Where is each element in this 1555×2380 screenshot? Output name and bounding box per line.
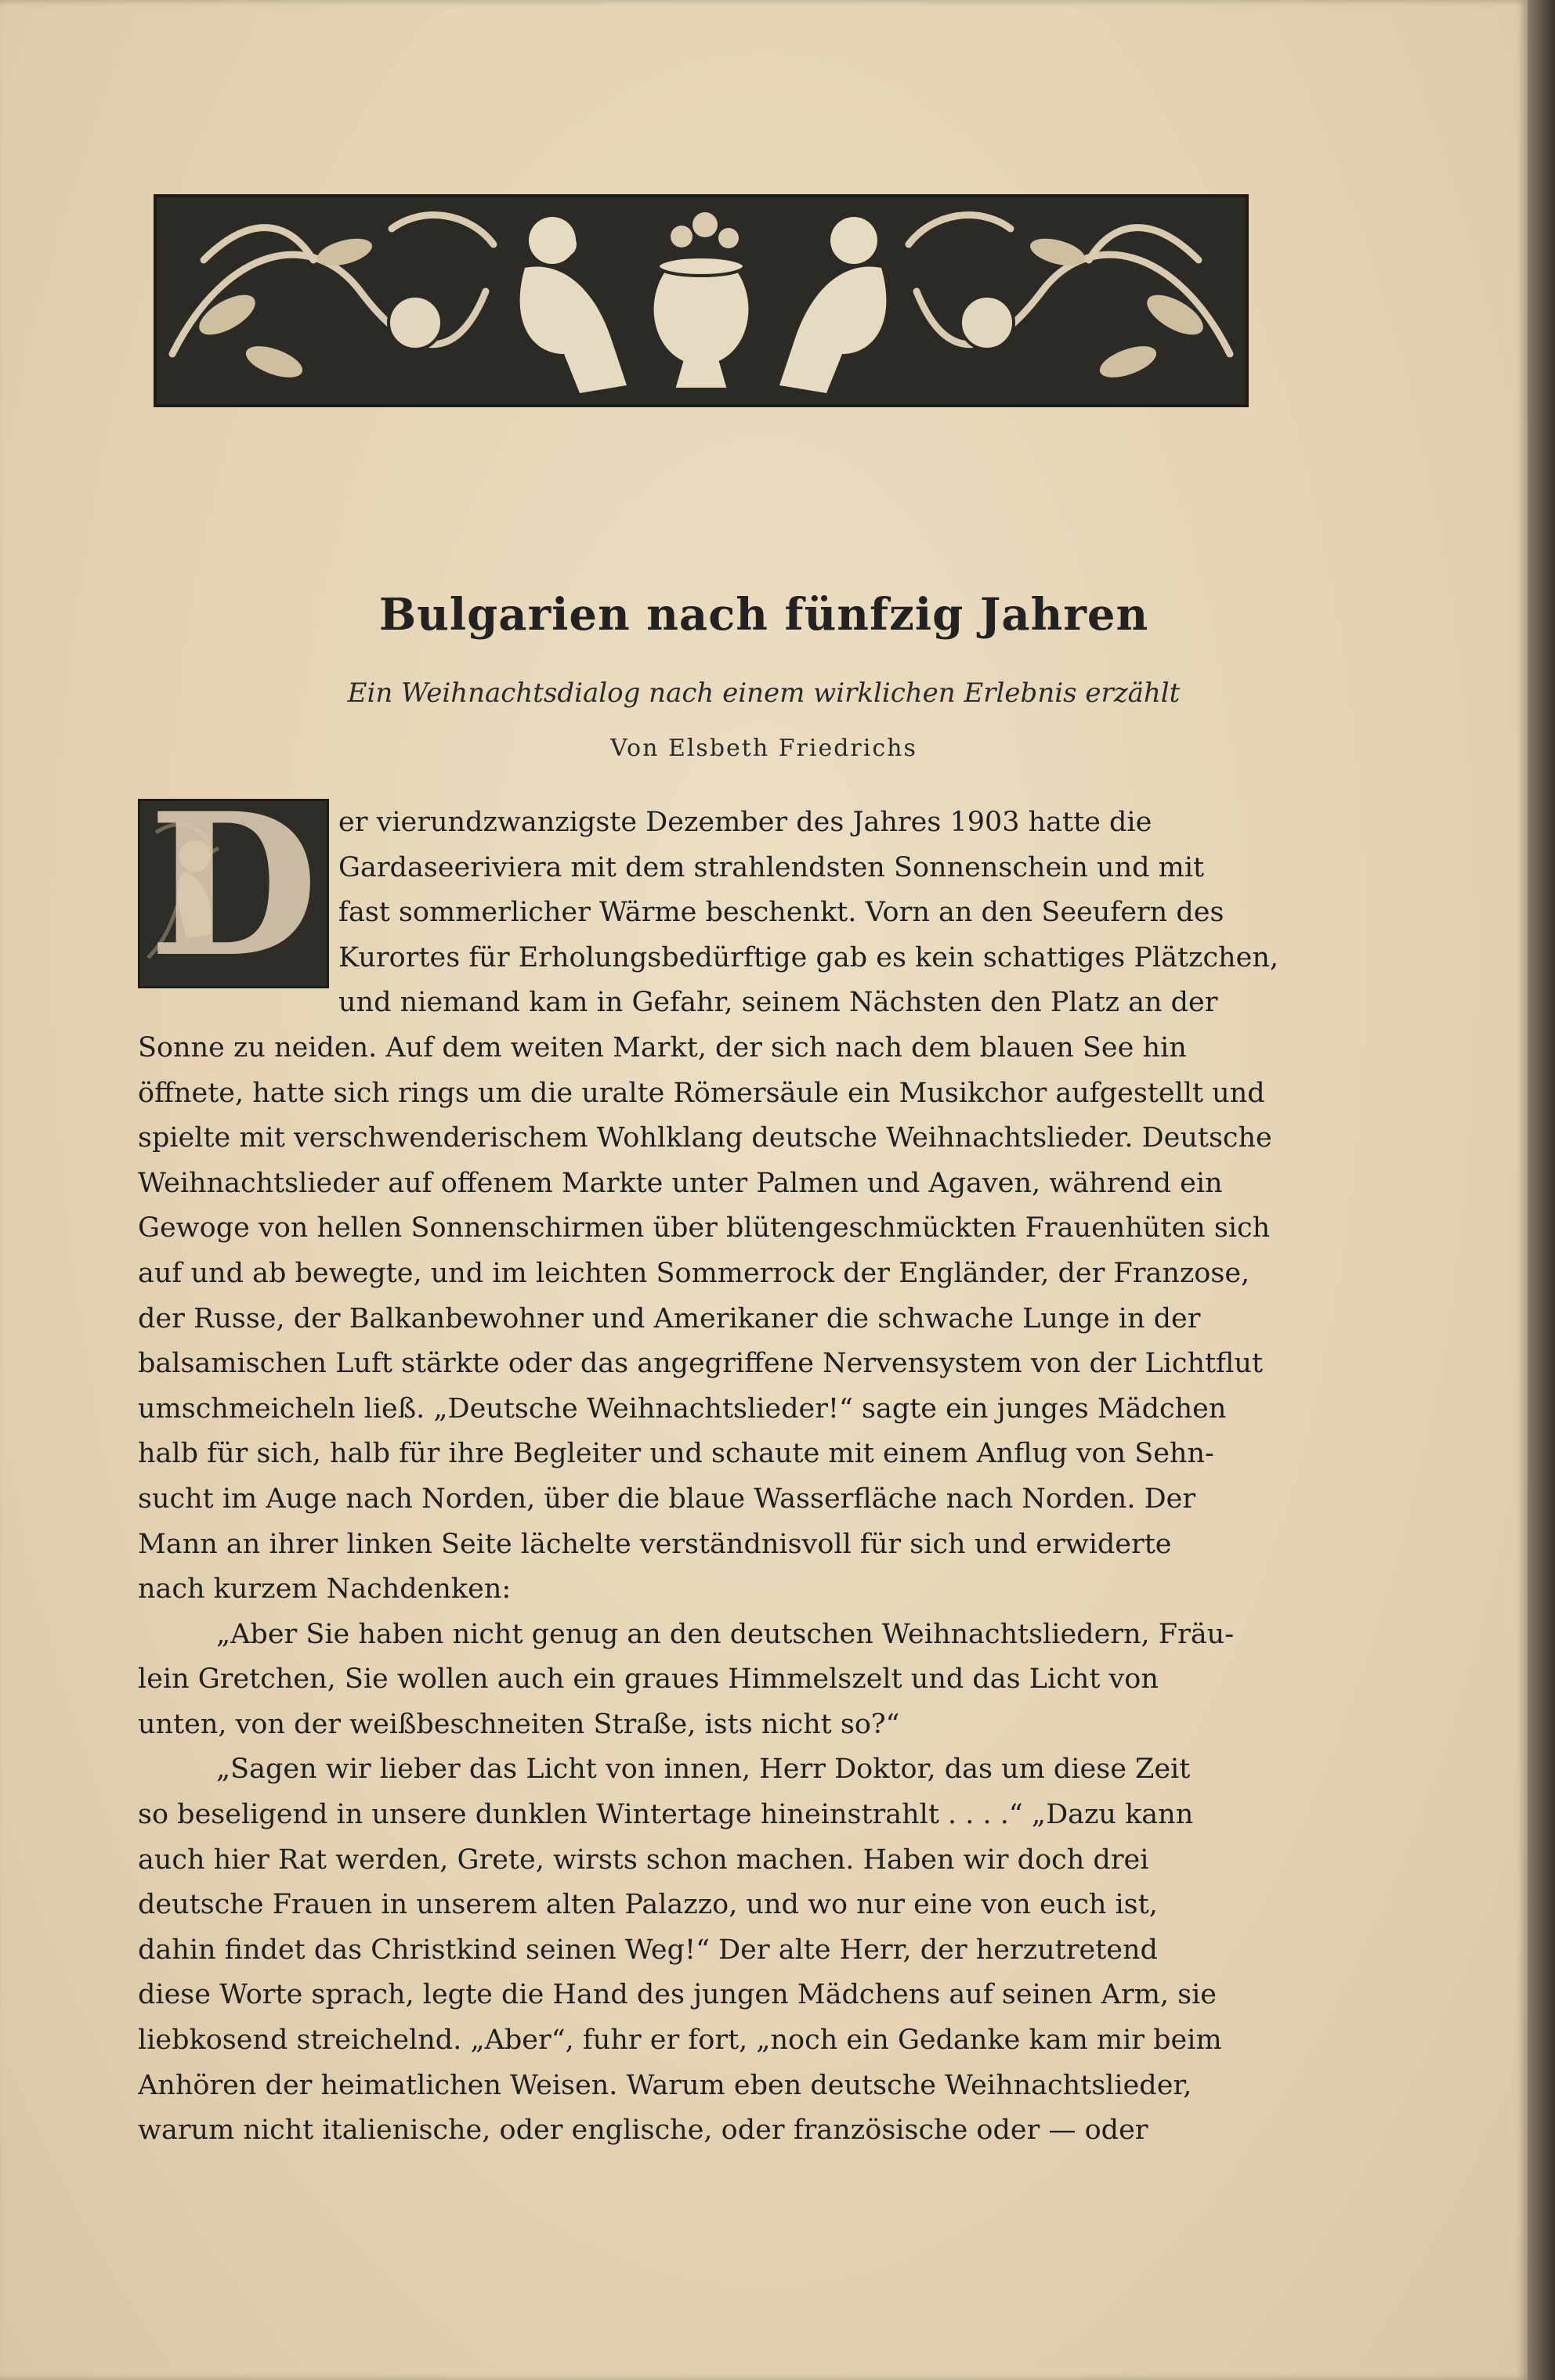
text-line: spielte mit verschwenderischem Wohlklang deutsche Weihnachtslieder. Deutsche xyxy=(138,1122,1272,1154)
text-line: Anhören der heimatlichen Weisen. Warum eben deutsche Weihnachtslieder, xyxy=(138,2069,1192,2101)
putti-vase-ornament-icon xyxy=(157,197,1246,404)
text-line: fast sommerlicher Wärme beschenkt. Vorn an den Seeufern des xyxy=(338,897,1224,929)
text-line: so beseligend in unsere dunklen Wintertage hineinstrahlt . . . .“ „Dazu kann xyxy=(138,1799,1194,1831)
text-line: er vierundzwanzigste Dezember des Jahres 1903 hatte die xyxy=(338,807,1152,838)
article-body xyxy=(138,800,1289,2154)
text-line: sucht im Auge nach Norden, über die blaue Wasserfläche nach Norden. Der xyxy=(138,1483,1196,1515)
drop-cap-letter: D xyxy=(148,799,319,988)
text-line: Weihnachtslieder auf offenem Markte unter Palmen und Agaven, während ein xyxy=(138,1167,1223,1199)
text-line: balsamischen Luft stärkte oder das angegriffene Nervensystem von der Lichtflut xyxy=(138,1348,1264,1380)
text-line: „Aber Sie haben nicht genug an den deutschen Weihnachtsliedern, Fräu- xyxy=(216,1618,1235,1650)
text-line: halb für sich, halb für ihre Begleiter und schaute mit einem Anflug von Sehn- xyxy=(138,1438,1214,1470)
text-line: Sonne zu neiden. Auf dem weiten Markt, der sich nach dem blauen See hin xyxy=(138,1031,1187,1064)
text-line: Gardaseeriviera mit dem strahlendsten Sonnenschein und mit xyxy=(338,851,1205,883)
article-subtitle: Ein Weihnachtsdialog nach einem wirklichen Erlebnis erzählt xyxy=(347,677,1181,709)
book-edge xyxy=(1528,0,1555,2380)
article-title: Bulgarien nach fünfzig Jahren xyxy=(378,589,1149,641)
text-line: dahin findet das Christkind seinen Weg!“ Der alte Herr, der herzutretend xyxy=(138,1934,1158,1966)
text-line: diese Worte sprach, legte die Hand des jungen Mädchens auf seinen Arm, sie xyxy=(138,1979,1217,2011)
text-line: warum nicht italienische, oder englische, oder französische oder — oder xyxy=(138,2115,1148,2147)
article-author: Von Elsbeth Friedrichs xyxy=(610,735,917,762)
text-line: und niemand kam in Gefahr, seinem Nächsten den Platz an der xyxy=(338,987,1218,1019)
text-line: auf und ab bewegte, und im leichten Sommerrock der Engländer, der Franzose, xyxy=(138,1257,1250,1289)
text-line: Kurortes für Erholungsbedürftige gab es kein schattiges Plätzchen, xyxy=(338,941,1278,973)
text-line: umschmeicheln ließ. „Deutsche Weihnachtslieder!“ sagte ein junges Mädchen xyxy=(138,1392,1227,1425)
text-line: auch hier Rat werden, Grete, wirsts schon machen. Haben wir doch drei xyxy=(138,1844,1149,1876)
text-line: deutsche Frauen in unserem alten Palazzo, und wo nur eine von euch ist, xyxy=(138,1889,1158,1921)
text-line: lein Gretchen, Sie wollen auch ein graues Himmelszelt und das Licht von xyxy=(138,1663,1159,1696)
text-line: nach kurzem Nachdenken: xyxy=(138,1573,512,1605)
text-line: unten, von der weißbeschneiten Straße, ists nicht so?“ xyxy=(138,1708,900,1740)
text-line: öffnete, hatte sich rings um die uralte Römersäule ein Musikchor aufgestellt und xyxy=(138,1077,1265,1109)
ornament-banner xyxy=(154,194,1249,407)
text-line: Gewoge von hellen Sonnenschirmen über blütengeschmückten Frauenhüten sich xyxy=(138,1212,1271,1244)
text-line: liebkosend streichelnd. „Aber“, fuhr er fort, „noch ein Gedanke kam mir beim xyxy=(138,2024,1222,2057)
text-line: der Russe, der Balkanbewohner und Amerikaner die schwache Lunge in der xyxy=(138,1302,1201,1334)
text-line: „Sagen wir lieber das Licht von innen, Herr Doktor, das um diese Zeit xyxy=(216,1753,1191,1786)
text-line: Mann an ihrer linken Seite lächelte verständnisvoll für sich und erwiderte xyxy=(138,1528,1172,1560)
